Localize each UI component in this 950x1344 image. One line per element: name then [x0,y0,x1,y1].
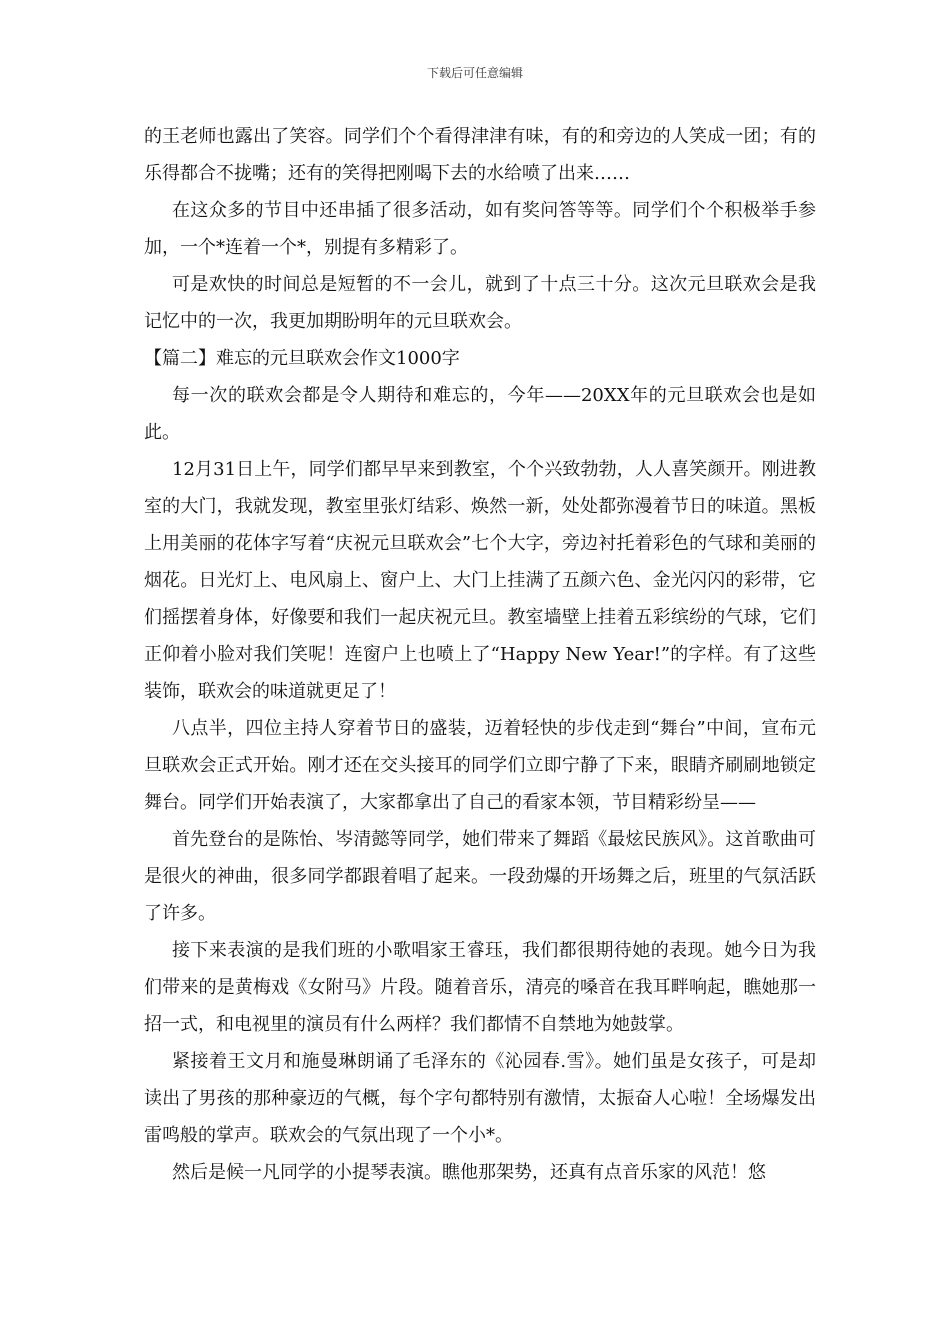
paragraph-dance: 首先登台的是陈怡、岑清懿等同学，她们带来了舞蹈《最炫民族风》。这首歌曲可是很火的神曲，很多同学都跟着唱了起来。一段劲爆的开场舞之后，班里的气氛活跃了许多。 [144,829,816,924]
paragraph-ending: 可是欢快的时间总是短暂的不一会儿，就到了十点三十分。这次元旦联欢会是我记忆中的一次，我更加期盼明年的元旦联欢会。 [144,274,816,332]
document-body [144,118,816,1191]
paragraph-opening: 八点半，四位主持人穿着节日的盛装，迈着轻快的步伐走到“舞台”中间，宣布元旦联欢会正式开始。刚才还在交头接耳的同学们立即宁静了下来，眼睛齐刷刷地锁定舞台。同学们开始表演了，大家都拿出了自己的看家本领，节目精彩纷呈—— [144,718,816,813]
paragraph-recitation: 紧接着王文月和施曼琳朗诵了毛泽东的《沁园春.雪》。她们虽是女孩子，可是却读出了男孩的那种豪迈的气概，每个字句都特别有激情，太振奋人心啦！全场爆发出雷鸣般的掌声。联欢会的气氛出现了一个小*。 [144,1051,816,1146]
paragraph-intro: 每一次的联欢会都是令人期待和难忘的，今年——20XX年的元旦联欢会也是如此。 [144,385,816,443]
paragraph-continuation: 的王老师也露出了笑容。同学们个个看得津津有味，有的和旁边的人笑成一团；有的乐得都合不拢嘴；还有的笑得把刚喝下去的水给喷了出来…… [144,126,816,184]
paragraph-opera: 接下来表演的是我们班的小歌唱家王睿珏，我们都很期待她的表现。她今日为我们带来的是黄梅戏《女附马》片段。随着音乐，清亮的嗓音在我耳畔响起，瞧她那一招一式，和电视里的演员有什么两样？我们都情不自禁地为她鼓掌。 [144,940,816,1035]
section-heading: 【篇二】难忘的元旦联欢会作文1000字 [144,348,460,369]
paragraph-activities: 在这众多的节目中还串插了很多活动，如有奖问答等等。同学们个个积极举手参加，一个*连着一个*，别提有多精彩了。 [144,200,816,258]
page-header-note: 下载后可任意编辑 [426,66,523,80]
paragraph-classroom: 12月31日上午，同学们都早早来到教室，个个兴致勃勃，人人喜笑颜开。刚进教室的大门，我就发现，教室里张灯结彩、焕然一新，处处都弥漫着节日的味道。黑板上用美丽的花体字写着“庆祝元旦联欢会”七个大字，旁边衬托着彩色的气球和美丽的烟花。日光灯上、电风扇上、窗户上、大门上挂满了五颜六色、金光闪闪的彩带，它们摇摆着身体，好像要和我们一起庆祝元旦。教室墙壁上挂着五彩缤纷的气球，它们正仰着小脸对我们笑呢！连窗户上也喷上了“Happy New Year!”的字样。有了这些装饰，联欢会的味道就更足了！ [144,459,816,702]
paragraph-violin: 然后是候一凡同学的小提琴表演。瞧他那架势，还真有点音乐家的风范！悠 [172,1162,766,1183]
